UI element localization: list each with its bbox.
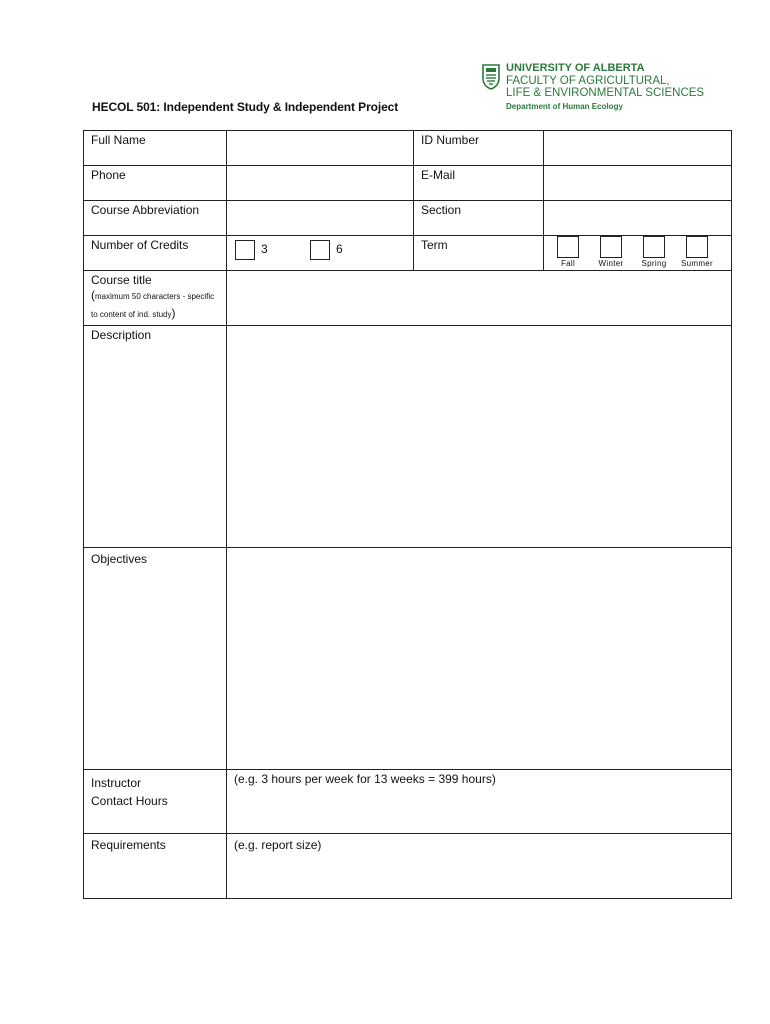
credit-6-label: 6 xyxy=(336,242,343,256)
description-label: Description xyxy=(84,326,227,548)
instructor-label-cell xyxy=(84,770,227,834)
instructor-hint: (e.g. 3 hours per week for 13 weeks = 399 hours) xyxy=(234,772,496,786)
logo-department: Department of Human Ecology xyxy=(506,101,623,111)
logo-faculty-line1: FACULTY OF AGRICULTURAL, xyxy=(506,74,670,87)
form-row-phone xyxy=(84,166,732,201)
term-label: Term xyxy=(414,236,544,271)
section-label: Section xyxy=(414,201,544,236)
term-summer-label: Summer xyxy=(680,259,714,268)
credits-label: Number of Credits xyxy=(84,236,227,271)
credit-option-6 xyxy=(310,240,343,260)
email-field[interactable] xyxy=(544,166,732,201)
instructor-contact-hours-field[interactable] xyxy=(227,770,732,834)
description-field[interactable] xyxy=(227,326,732,548)
term-spring-label: Spring xyxy=(641,259,667,268)
credits-options xyxy=(227,236,414,271)
course-title-note-close: ) xyxy=(171,306,176,320)
course-title-note-open: ( xyxy=(91,288,95,302)
requirements-hint: (e.g. report size) xyxy=(234,838,322,852)
form-row-requirements xyxy=(84,834,732,899)
objectives-field[interactable] xyxy=(227,548,732,770)
course-title-note-text: maximum 50 characters - specific to content of ind. study xyxy=(91,292,215,319)
form-row-course xyxy=(84,201,732,236)
logo-faculty-line2: LIFE & ENVIRONMENTAL SCIENCES xyxy=(506,87,705,99)
term-winter-checkbox[interactable] xyxy=(600,236,622,258)
term-option-fall xyxy=(548,236,588,268)
id-number-label: ID Number xyxy=(414,131,544,166)
course-title-label: Course title xyxy=(91,273,152,287)
section-field[interactable] xyxy=(544,201,732,236)
credit-3-checkbox[interactable] xyxy=(235,240,255,260)
term-option-summer xyxy=(677,236,717,268)
form-row-objectives xyxy=(84,548,732,770)
objectives-label: Objectives xyxy=(84,548,227,770)
credit-3-label: 3 xyxy=(261,242,268,256)
form-row-credits xyxy=(84,236,732,271)
email-label: E-Mail xyxy=(414,166,544,201)
term-fall-checkbox[interactable] xyxy=(557,236,579,258)
contact-hours-label: Contact Hours xyxy=(91,794,168,808)
instructor-label: Instructor xyxy=(91,776,142,790)
study-form-table xyxy=(83,130,732,899)
term-spring-checkbox[interactable] xyxy=(643,236,665,258)
term-options xyxy=(544,236,732,271)
id-number-field[interactable] xyxy=(544,131,732,166)
credit-6-checkbox[interactable] xyxy=(310,240,330,260)
term-summer-checkbox[interactable] xyxy=(686,236,708,258)
course-title-label-cell xyxy=(84,271,227,326)
term-winter-label: Winter xyxy=(598,259,624,268)
term-option-winter xyxy=(591,236,631,268)
term-option-spring xyxy=(634,236,674,268)
full-name-field[interactable] xyxy=(227,131,414,166)
requirements-label: Requirements xyxy=(84,834,227,899)
university-logo xyxy=(481,62,741,114)
form-row-instructor xyxy=(84,770,732,834)
page-title: HECOL 501: Independent Study & Independent Project xyxy=(92,100,399,114)
form-row-course-title xyxy=(84,271,732,326)
form-row-name xyxy=(84,131,732,166)
phone-field[interactable] xyxy=(227,166,414,201)
term-fall-label: Fall xyxy=(560,259,576,268)
course-title-note xyxy=(91,287,219,323)
phone-label: Phone xyxy=(84,166,227,201)
course-abbreviation-label: Course Abbreviation xyxy=(84,201,227,236)
full-name-label: Full Name xyxy=(84,131,227,166)
course-abbreviation-field[interactable] xyxy=(227,201,414,236)
requirements-field[interactable] xyxy=(227,834,732,899)
credit-option-3 xyxy=(235,240,268,260)
course-title-field[interactable] xyxy=(227,271,732,326)
form-row-description xyxy=(84,326,732,548)
university-crest-icon xyxy=(481,64,501,90)
logo-university-name: UNIVERSITY OF ALBERTA xyxy=(506,62,645,74)
